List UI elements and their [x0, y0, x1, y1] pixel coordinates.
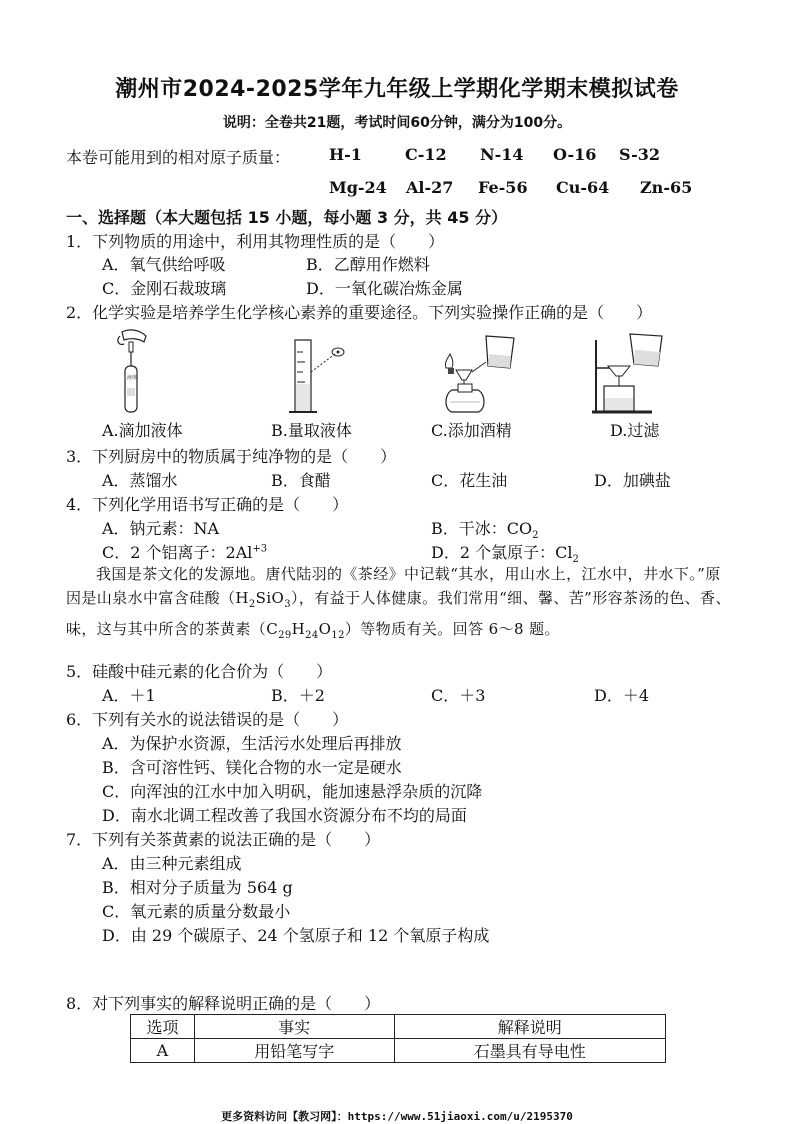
filtration-setup-icon	[590, 328, 670, 418]
q1-option-d: D．一氧化碳冶炼金属	[306, 279, 463, 298]
q2-caption-a: A.滴加液体	[102, 421, 183, 440]
q3-option-b: B．食醋	[271, 471, 331, 490]
page-title: 潮州市2024-2025学年九年级上学期化学期末模拟试卷	[115, 77, 679, 102]
footer-link[interactable]: 更多资料访问【教习网】：https://www.51jiaoxi.com/u/2195370	[221, 1110, 573, 1123]
atomic-mass-mg: Mg-24	[329, 178, 387, 197]
q4-option-a: A．钠元素：NA	[102, 519, 220, 538]
q5-option-a: A．＋1	[102, 686, 156, 705]
q5-option-c: C．＋3	[431, 686, 486, 705]
exam-instructions: 说明：全卷共21题，考试时间60分钟，满分为100分。	[222, 115, 572, 131]
atomic-mass-o: O-16	[553, 145, 597, 164]
q8-table	[130, 1014, 666, 1063]
atomic-mass-zn: Zn-65	[640, 178, 693, 197]
q3-option-c: C．花生油	[431, 471, 508, 490]
atomic-mass-h: H-1	[329, 145, 362, 164]
atomic-mass-label: 本卷可能用到的相对原子质量：	[66, 148, 291, 167]
q4-stem: 4．下列化学用语书写正确的是（ ）	[66, 495, 349, 514]
dropper-testtube-icon	[112, 326, 172, 416]
q6-option-a: A．为保护水资源，生活污水处理后再排放	[102, 734, 402, 753]
table-row	[131, 1039, 666, 1063]
q2-caption-c: C.添加酒精	[431, 421, 512, 440]
q6-option-d: D．南水北调工程改善了我国水资源分布不均的局面	[102, 806, 467, 825]
q4-option-d: D．2 个氯原子：$Cl_2$	[431, 543, 579, 566]
q1-option-c: C．金刚石裁玻璃	[102, 279, 227, 298]
q5-option-d: D．＋4	[594, 686, 650, 705]
table-cell-fact: 用铅笔写字	[194, 1039, 394, 1063]
q7-option-d: D．由 29 个碳原子、24 个氢原子和 12 个氧原子构成	[102, 926, 490, 945]
q1-option-a: A．氧气供给呼吸	[102, 255, 226, 274]
table-cell-explanation: 石墨具有导电性	[394, 1039, 666, 1063]
q5-option-b: B．＋2	[271, 686, 325, 705]
q6-option-c: C．向浑浊的江水中加入明矾，能加速悬浮杂质的沉降	[102, 782, 483, 801]
q3-option-d: D．加碘盐	[594, 471, 671, 490]
q3-option-a: A．蒸馏水	[102, 471, 178, 490]
section-heading: 一、选择题（本大题包括 15 小题，每小题 3 分，共 45 分）	[66, 208, 508, 227]
atomic-mass-s: S-32	[619, 145, 661, 164]
q3-stem: 3．下列厨房中的物质属于纯净物的是（ ）	[66, 447, 397, 466]
alcohol-lamp-icon	[432, 328, 522, 416]
table-header-fact: 事实	[194, 1015, 394, 1039]
atomic-mass-c: C-12	[405, 145, 447, 164]
q8-stem: 8．对下列事实的解释说明正确的是（ ）	[66, 994, 381, 1013]
q6-option-b: B．含可溶性钙、镁化合物的水一定是硬水	[102, 758, 402, 777]
q2-caption-b: B.量取液体	[271, 421, 352, 440]
table-cell-option: A	[131, 1039, 195, 1063]
q4-option-b: B．干冰：$CO_2$	[431, 519, 539, 542]
q6-stem: 6．下列有关水的说法错误的是（ ）	[66, 710, 349, 729]
atomic-mass-cu: Cu-64	[556, 178, 610, 197]
atomic-mass-al: Al-27	[406, 178, 454, 197]
reading-passage: 我国是茶文化的发源地。唐代陆羽的《茶经》中记载“其水，用山水上，江水中，井水下。”原因是山泉水中富含硅酸$(H_2SiO_3)$，有益于人体健康。我们常用“细、馨、苦”形容茶汤的色、香、味，这与其中所含的茶黄素$(C_{29}H_{24}O_{12})$等物质有关。回答 6～8 题。	[66, 565, 731, 641]
q4-option-c: C．2 个铝离子：$2Al^{+3}$	[102, 543, 268, 562]
table-header-option: 选项	[131, 1015, 195, 1039]
atomic-mass-n: N-14	[480, 145, 524, 164]
q7-option-a: A．由三种元素组成	[102, 854, 242, 873]
q1-option-b: B．乙醇用作燃料	[306, 255, 430, 274]
table-header-explanation: 解释说明	[394, 1015, 666, 1039]
q7-option-c: C．氧元素的质量分数最小	[102, 902, 291, 921]
q7-option-b: B．相对分子质量为 564 g	[102, 878, 293, 897]
atomic-mass-fe: Fe-56	[478, 178, 528, 197]
q5-stem: 5．硅酸中硅元素的化合价为（ ）	[66, 662, 333, 681]
q1-stem: 1．下列物质的用途中，利用其物理性质的是（ ）	[66, 232, 445, 251]
graduated-cylinder-icon	[283, 332, 358, 417]
table-header-row	[131, 1015, 666, 1039]
q2-stem: 2．化学实验是培养学生化学核心素养的重要途径。下列实验操作正确的是（ ）	[66, 303, 653, 322]
q7-stem: 7．下列有关茶黄素的说法正确的是（ ）	[66, 830, 381, 849]
q2-caption-d: D.过滤	[610, 421, 660, 440]
svg-text:液体: 液体	[127, 375, 138, 381]
